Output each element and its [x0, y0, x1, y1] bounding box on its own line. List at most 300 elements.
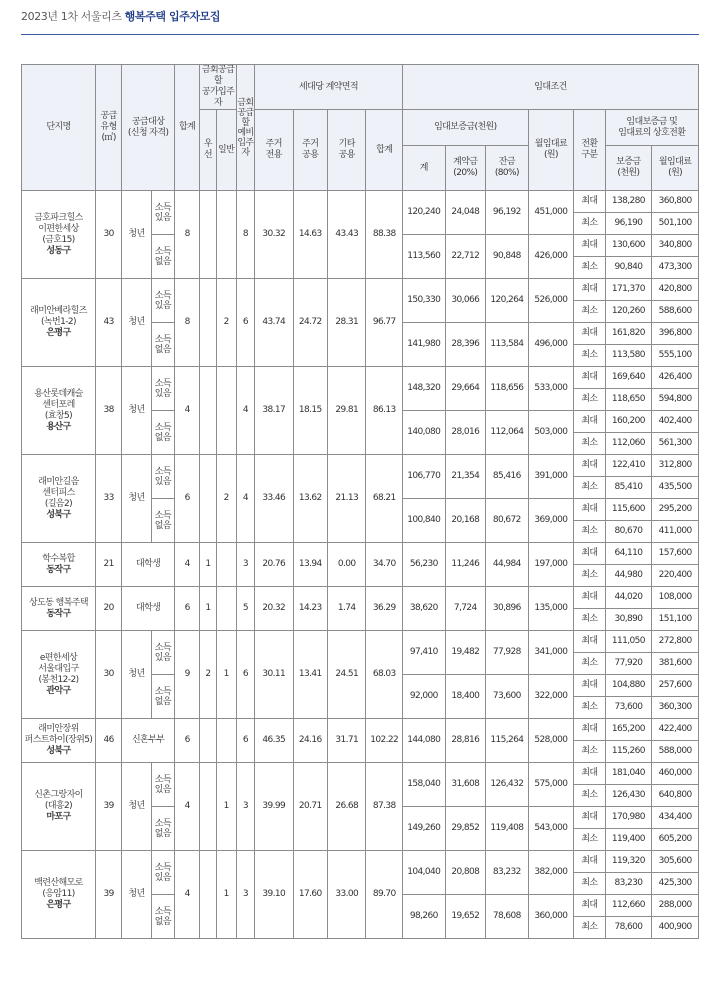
supply-target-cell: 청년	[122, 455, 151, 543]
conv-deposit-cell: 90,840	[605, 257, 652, 279]
conv-rent-cell: 108,000	[652, 587, 699, 609]
reserve-cell: 3	[236, 851, 254, 939]
other-shared-cell: 43.43	[327, 191, 366, 279]
balance-cell: 119,408	[486, 807, 529, 851]
general-cell	[216, 543, 236, 587]
conv-rent-cell: 396,800	[652, 323, 699, 345]
monthly-rent-cell: 341,000	[528, 631, 574, 675]
conv-deposit-cell: 73,600	[605, 697, 652, 719]
district-name: 성북구	[46, 746, 71, 756]
supply-target-cell: 청년	[122, 763, 151, 851]
contract-fee-cell: 24,048	[445, 191, 486, 235]
deposit-total-cell: 104,040	[403, 851, 446, 895]
monthly-rent-cell: 360,000	[528, 895, 574, 939]
header-deposit-group: 임대보증금(천원)	[403, 110, 529, 146]
table-header	[22, 65, 699, 191]
monthly-rent-cell: 528,000	[528, 719, 574, 763]
header-conv-rent: 월임대료 (원)	[652, 146, 699, 191]
header-mutual-group: 임대보증금 및 임대료의 상호전환	[605, 110, 698, 146]
title-prefix: 2023년 1차 서울리츠	[21, 10, 122, 23]
conv-rent-cell: 400,900	[652, 917, 699, 939]
conv-rent-cell: 588,600	[652, 301, 699, 323]
shared-area-cell: 13.94	[293, 543, 327, 587]
balance-cell: 115,264	[486, 719, 529, 763]
deposit-total-cell: 141,980	[403, 323, 446, 367]
income-label: 소득 있음	[154, 774, 171, 795]
table-row	[22, 631, 699, 653]
table-row	[22, 543, 699, 565]
table-row	[22, 851, 699, 873]
conversion-type-cell: 최대	[574, 191, 605, 213]
balance-cell: 85,416	[486, 455, 529, 499]
conversion-type-cell: 최대	[574, 719, 605, 741]
supply-type-cell: 20	[95, 587, 121, 631]
monthly-rent-cell: 426,000	[528, 235, 574, 279]
area-total-cell: 88.38	[366, 191, 403, 279]
conv-deposit-cell: 160,200	[605, 411, 652, 433]
district-name: 은평구	[46, 900, 71, 910]
table-row	[22, 191, 699, 213]
supply-target-cell: 청년	[122, 631, 151, 719]
conversion-type-cell: 최소	[574, 609, 605, 631]
reserve-cell: 3	[236, 763, 254, 851]
income-label: 소득 없음	[154, 818, 171, 839]
shared-area-cell: 13.62	[293, 455, 327, 543]
reserve-cell: 6	[236, 719, 254, 763]
contract-fee-cell: 20,808	[445, 851, 486, 895]
income-label-cell	[151, 499, 174, 543]
balance-cell: 118,656	[486, 367, 529, 411]
header-monthly-rent: 월임대료 (원)	[528, 110, 574, 191]
area-total-cell: 68.03	[366, 631, 403, 719]
district-name: 성북구	[46, 509, 71, 520]
income-label-cell	[151, 763, 174, 807]
income-label-cell	[151, 455, 174, 499]
header-private-area: 주거 전용	[255, 110, 294, 191]
area-total-cell: 96.77	[366, 279, 403, 367]
deposit-total-cell: 98,260	[403, 895, 446, 939]
conv-rent-cell: 402,400	[652, 411, 699, 433]
contract-fee-cell: 11,246	[445, 543, 486, 587]
conv-deposit-cell: 83,230	[605, 873, 652, 895]
private-area-cell: 30.11	[255, 631, 294, 719]
shared-area-cell: 20.71	[293, 763, 327, 851]
conv-rent-cell: 588,000	[652, 741, 699, 763]
header-total: 합계	[174, 65, 199, 191]
area-total-cell: 87.38	[366, 763, 403, 851]
area-total-cell: 68.21	[366, 455, 403, 543]
header-other-shared: 기타 공용	[327, 110, 366, 191]
conv-deposit-cell: 120,260	[605, 301, 652, 323]
conv-rent-cell: 272,800	[652, 631, 699, 653]
supply-type-cell: 21	[95, 543, 121, 587]
private-area-cell: 20.32	[255, 587, 294, 631]
monthly-rent-cell: 533,000	[528, 367, 574, 411]
reserve-cell: 8	[236, 191, 254, 279]
conv-rent-cell: 561,300	[652, 433, 699, 455]
priority-cell: 1	[200, 587, 216, 631]
income-label: 소득 있음	[154, 290, 171, 311]
income-label-cell	[151, 675, 174, 719]
deposit-total-cell: 92,000	[403, 675, 446, 719]
monthly-rent-cell: 197,000	[528, 543, 574, 587]
contract-fee-cell: 20,168	[445, 499, 486, 543]
deposit-total-cell: 150,330	[403, 279, 446, 323]
conv-deposit-cell: 171,370	[605, 279, 652, 301]
complex-name: 백련산해모로 (응암11)	[34, 878, 83, 899]
conv-deposit-cell: 169,640	[605, 367, 652, 389]
contract-fee-cell: 29,664	[445, 367, 486, 411]
income-label-cell	[151, 191, 174, 235]
priority-cell	[200, 279, 216, 367]
complex-cell	[22, 191, 96, 279]
private-area-cell: 33.46	[255, 455, 294, 543]
private-area-cell: 46.35	[255, 719, 294, 763]
private-area-cell: 43.74	[255, 279, 294, 367]
income-label: 소득 있음	[154, 202, 171, 223]
conv-deposit-cell: 111,050	[605, 631, 652, 653]
supply-target-cell: 청년	[122, 279, 151, 367]
conv-deposit-cell: 138,280	[605, 191, 652, 213]
income-label-cell	[151, 279, 174, 323]
supply-table	[21, 64, 699, 939]
complex-cell	[22, 763, 96, 851]
area-total-cell: 34.70	[366, 543, 403, 587]
total-cell: 6	[174, 587, 199, 631]
deposit-total-cell: 144,080	[403, 719, 446, 763]
conv-rent-cell: 420,800	[652, 279, 699, 301]
area-total-cell: 102.22	[366, 719, 403, 763]
income-label-cell	[151, 411, 174, 455]
priority-cell	[200, 851, 216, 939]
balance-cell: 30,896	[486, 587, 529, 631]
conv-deposit-cell: 130,600	[605, 235, 652, 257]
title-divider	[21, 34, 699, 35]
conv-rent-cell: 425,300	[652, 873, 699, 895]
conversion-type-cell: 최대	[574, 235, 605, 257]
deposit-total-cell: 113,560	[403, 235, 446, 279]
complex-name: 상도동 행복주택	[29, 597, 88, 608]
conversion-type-cell: 최대	[574, 367, 605, 389]
district-name: 은평구	[46, 328, 71, 338]
conversion-type-cell: 최소	[574, 697, 605, 719]
income-label-cell	[151, 367, 174, 411]
total-cell: 9	[174, 631, 199, 719]
document-title	[21, 8, 220, 24]
monthly-rent-cell: 135,000	[528, 587, 574, 631]
monthly-rent-cell: 391,000	[528, 455, 574, 499]
header-geumhwa-group: 금회공급할 공가입주자	[200, 65, 236, 110]
table-row	[22, 279, 699, 301]
shared-area-cell: 14.23	[293, 587, 327, 631]
shared-area-cell: 24.72	[293, 279, 327, 367]
balance-cell: 44,984	[486, 543, 529, 587]
income-label: 소득 있음	[154, 642, 171, 663]
private-area-cell: 30.32	[255, 191, 294, 279]
shared-area-cell: 24.16	[293, 719, 327, 763]
conversion-type-cell: 최소	[574, 653, 605, 675]
other-shared-cell: 24.51	[327, 631, 366, 719]
conv-deposit-cell: 161,820	[605, 323, 652, 345]
header-general: 일반	[216, 110, 236, 191]
conv-deposit-cell: 44,980	[605, 565, 652, 587]
conv-deposit-cell: 80,670	[605, 521, 652, 543]
contract-fee-cell: 21,354	[445, 455, 486, 499]
conversion-type-cell: 최대	[574, 279, 605, 301]
district-name: 성동구	[46, 245, 71, 256]
conv-rent-cell: 360,300	[652, 697, 699, 719]
conversion-type-cell: 최대	[574, 543, 605, 565]
total-cell: 6	[174, 455, 199, 543]
table-row	[22, 455, 699, 477]
conversion-type-cell: 최대	[574, 411, 605, 433]
income-label: 소득 없음	[154, 334, 171, 355]
conv-deposit-cell: 122,410	[605, 455, 652, 477]
conv-rent-cell: 501,100	[652, 213, 699, 235]
conv-rent-cell: 340,800	[652, 235, 699, 257]
header-shared-area: 주거 공용	[293, 110, 327, 191]
header-balance: 잔금 (80%)	[486, 146, 529, 191]
conv-deposit-cell: 85,410	[605, 477, 652, 499]
conversion-type-cell: 최소	[574, 433, 605, 455]
deposit-total-cell: 100,840	[403, 499, 446, 543]
conv-rent-cell: 151,100	[652, 609, 699, 631]
other-shared-cell: 33.00	[327, 851, 366, 939]
conv-rent-cell: 220,400	[652, 565, 699, 587]
conv-rent-cell: 460,000	[652, 763, 699, 785]
monthly-rent-cell: 503,000	[528, 411, 574, 455]
supply-target-cell: 대학생	[122, 587, 175, 631]
contract-fee-cell: 31,608	[445, 763, 486, 807]
supply-target-cell: 청년	[122, 851, 151, 939]
contract-fee-cell: 28,016	[445, 411, 486, 455]
complex-name: 금호파크힐스 이편한세상 (금호15)	[34, 212, 83, 245]
conversion-type-cell: 최대	[574, 631, 605, 653]
conversion-type-cell: 최대	[574, 499, 605, 521]
contract-fee-cell: 19,652	[445, 895, 486, 939]
conv-rent-cell: 257,600	[652, 675, 699, 697]
conv-rent-cell: 434,400	[652, 807, 699, 829]
other-shared-cell: 1.74	[327, 587, 366, 631]
table-row	[22, 587, 699, 609]
complex-cell	[22, 543, 96, 587]
conversion-type-cell: 최대	[574, 455, 605, 477]
monthly-rent-cell: 526,000	[528, 279, 574, 323]
income-label: 소득 없음	[154, 510, 171, 531]
complex-cell	[22, 367, 96, 455]
conv-deposit-cell: 115,600	[605, 499, 652, 521]
conversion-type-cell: 최소	[574, 301, 605, 323]
shared-area-cell: 14.63	[293, 191, 327, 279]
conversion-type-cell: 최소	[574, 741, 605, 763]
contract-fee-cell: 18,400	[445, 675, 486, 719]
other-shared-cell: 21.13	[327, 455, 366, 543]
private-area-cell: 38.17	[255, 367, 294, 455]
conv-deposit-cell: 181,040	[605, 763, 652, 785]
total-cell: 4	[174, 367, 199, 455]
conversion-type-cell: 최소	[574, 785, 605, 807]
monthly-rent-cell: 382,000	[528, 851, 574, 895]
other-shared-cell: 31.71	[327, 719, 366, 763]
monthly-rent-cell: 496,000	[528, 323, 574, 367]
priority-cell: 1	[200, 543, 216, 587]
conv-rent-cell: 555,100	[652, 345, 699, 367]
general-cell: 1	[216, 631, 236, 719]
private-area-cell: 39.99	[255, 763, 294, 851]
supply-type-cell: 38	[95, 367, 121, 455]
priority-cell	[200, 719, 216, 763]
conv-rent-cell: 640,800	[652, 785, 699, 807]
complex-name: e편한세상 서울대입구 (봉천12-2)	[38, 652, 79, 685]
contract-fee-cell: 29,852	[445, 807, 486, 851]
income-label: 소득 없음	[154, 246, 171, 267]
complex-cell	[22, 851, 96, 939]
monthly-rent-cell: 322,000	[528, 675, 574, 719]
area-total-cell: 36.29	[366, 587, 403, 631]
general-cell: 2	[216, 455, 236, 543]
conv-deposit-cell: 119,400	[605, 829, 652, 851]
general-cell: 1	[216, 763, 236, 851]
complex-name: 용산롯데캐슬 센터포레 (효창5)	[34, 388, 83, 421]
private-area-cell: 20.76	[255, 543, 294, 587]
income-label: 소득 있음	[154, 466, 171, 487]
reserve-cell: 6	[236, 279, 254, 367]
conv-deposit-cell: 104,880	[605, 675, 652, 697]
general-cell	[216, 367, 236, 455]
priority-cell: 2	[200, 631, 216, 719]
income-label-cell	[151, 323, 174, 367]
conv-deposit-cell: 30,890	[605, 609, 652, 631]
supply-type-cell: 46	[95, 719, 121, 763]
conv-rent-cell: 426,400	[652, 367, 699, 389]
conv-rent-cell: 422,400	[652, 719, 699, 741]
complex-name: 신촌그랑자이 (대흥2)	[34, 790, 83, 811]
shared-area-cell: 13.41	[293, 631, 327, 719]
contract-fee-cell: 19,482	[445, 631, 486, 675]
general-cell	[216, 587, 236, 631]
other-shared-cell: 29.81	[327, 367, 366, 455]
priority-cell	[200, 191, 216, 279]
conversion-type-cell: 최소	[574, 565, 605, 587]
supply-target-cell: 청년	[122, 367, 151, 455]
income-label-cell	[151, 235, 174, 279]
header-contract-fee: 계약금 (20%)	[445, 146, 486, 191]
table-row	[22, 367, 699, 389]
general-cell	[216, 191, 236, 279]
income-label-cell	[151, 895, 174, 939]
header-complex: 단지명	[22, 65, 96, 191]
balance-cell: 80,672	[486, 499, 529, 543]
other-shared-cell: 28.31	[327, 279, 366, 367]
area-total-cell: 86.13	[366, 367, 403, 455]
total-cell: 8	[174, 279, 199, 367]
supply-target-cell: 대학생	[122, 543, 175, 587]
supply-type-cell: 39	[95, 851, 121, 939]
income-label: 소득 없음	[154, 906, 171, 927]
deposit-total-cell: 149,260	[403, 807, 446, 851]
conversion-type-cell: 최소	[574, 917, 605, 939]
conv-rent-cell: 605,200	[652, 829, 699, 851]
district-name: 동작구	[46, 564, 71, 575]
conv-deposit-cell: 96,190	[605, 213, 652, 235]
contract-fee-cell: 28,396	[445, 323, 486, 367]
monthly-rent-cell: 369,000	[528, 499, 574, 543]
priority-cell	[200, 367, 216, 455]
conversion-type-cell: 최대	[574, 323, 605, 345]
shared-area-cell: 18.15	[293, 367, 327, 455]
balance-cell: 126,432	[486, 763, 529, 807]
conv-deposit-cell: 64,110	[605, 543, 652, 565]
header-priority: 우선	[200, 110, 216, 191]
conversion-type-cell: 최소	[574, 829, 605, 851]
complex-name: 학수복합	[42, 553, 75, 564]
shared-area-cell: 17.60	[293, 851, 327, 939]
complex-name: 래미안베라힐즈 (녹번1-2)	[30, 306, 87, 327]
conv-rent-cell: 360,800	[652, 191, 699, 213]
conv-deposit-cell: 118,650	[605, 389, 652, 411]
complex-cell	[22, 587, 96, 631]
private-area-cell: 39.10	[255, 851, 294, 939]
header-lease-group: 임대조건	[403, 65, 699, 110]
complex-cell	[22, 631, 96, 719]
conv-rent-cell: 312,800	[652, 455, 699, 477]
conv-rent-cell: 381,600	[652, 653, 699, 675]
balance-cell: 73,600	[486, 675, 529, 719]
conversion-type-cell: 최대	[574, 895, 605, 917]
contract-fee-cell: 22,712	[445, 235, 486, 279]
balance-cell: 96,192	[486, 191, 529, 235]
district-name: 동작구	[46, 608, 71, 619]
conv-deposit-cell: 170,980	[605, 807, 652, 829]
title-highlight: 행복주택 입주자모집	[124, 10, 221, 23]
deposit-total-cell: 148,320	[403, 367, 446, 411]
header-area-total: 합계	[366, 110, 403, 191]
header-deposit-total: 계	[403, 146, 446, 191]
supply-target-cell: 청년	[122, 191, 151, 279]
balance-cell: 120,264	[486, 279, 529, 323]
income-label-cell	[151, 851, 174, 895]
deposit-total-cell: 140,080	[403, 411, 446, 455]
conversion-type-cell: 최소	[574, 477, 605, 499]
conversion-type-cell: 최소	[574, 257, 605, 279]
deposit-total-cell: 38,620	[403, 587, 446, 631]
conv-deposit-cell: 126,430	[605, 785, 652, 807]
reserve-cell: 5	[236, 587, 254, 631]
supply-type-cell: 33	[95, 455, 121, 543]
table-body	[22, 191, 699, 939]
priority-cell	[200, 455, 216, 543]
other-shared-cell: 26.68	[327, 763, 366, 851]
supply-target-cell: 신혼부부	[122, 719, 175, 763]
balance-cell: 77,928	[486, 631, 529, 675]
reserve-cell: 4	[236, 367, 254, 455]
deposit-total-cell: 120,240	[403, 191, 446, 235]
district-name: 마포구	[46, 812, 71, 822]
deposit-total-cell: 106,770	[403, 455, 446, 499]
income-label: 소득 있음	[154, 862, 171, 883]
conv-rent-cell: 411,000	[652, 521, 699, 543]
supply-type-cell: 30	[95, 631, 121, 719]
income-label-cell	[151, 631, 174, 675]
conversion-type-cell: 최대	[574, 587, 605, 609]
general-cell	[216, 719, 236, 763]
conv-deposit-cell: 112,660	[605, 895, 652, 917]
conv-rent-cell: 435,500	[652, 477, 699, 499]
balance-cell: 78,608	[486, 895, 529, 939]
supply-type-cell: 39	[95, 763, 121, 851]
deposit-total-cell: 97,410	[403, 631, 446, 675]
income-label-cell	[151, 807, 174, 851]
